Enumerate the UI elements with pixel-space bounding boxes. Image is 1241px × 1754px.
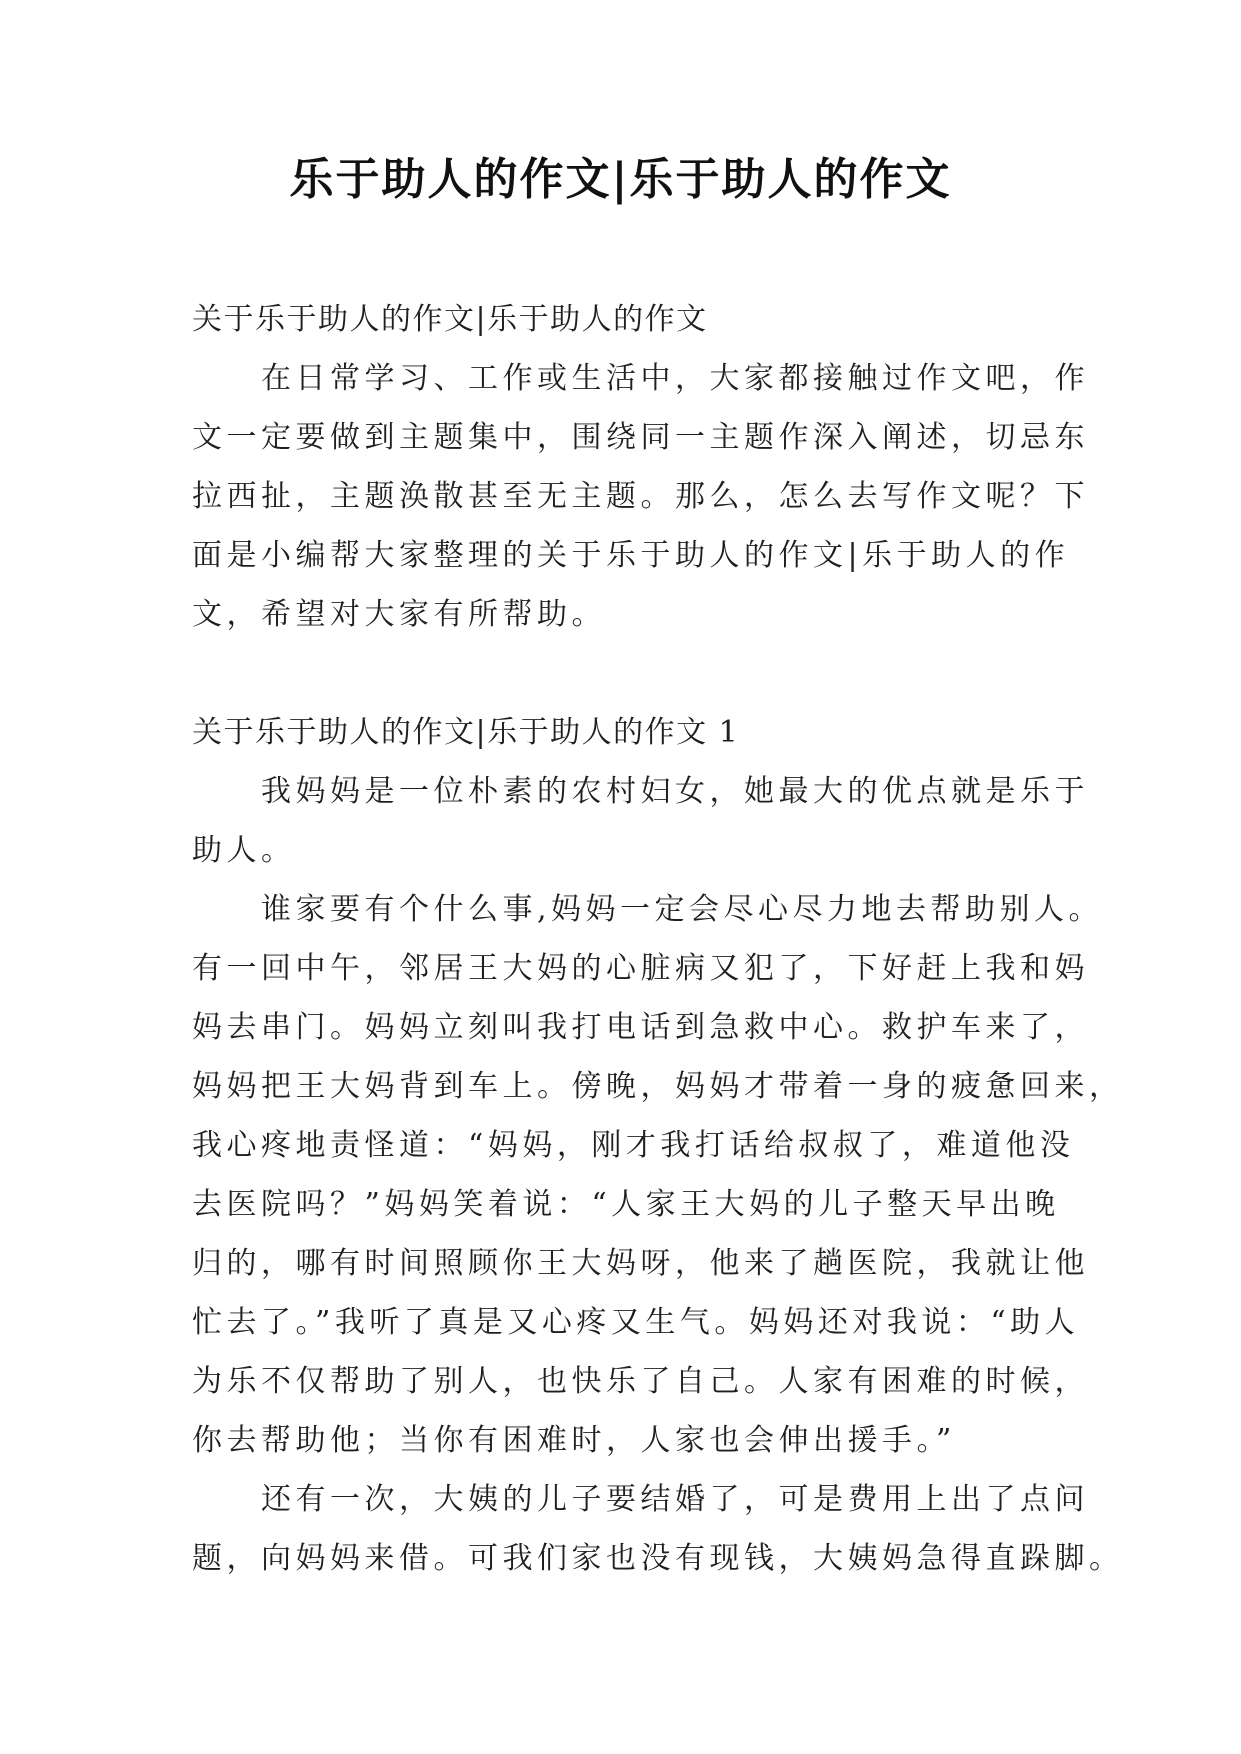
intro-line: 拉西扯，主题涣散甚至无主题。那么，怎么去写作文呢？下 (192, 479, 1089, 514)
body-line: 妈妈把王大妈背到车上。傍晚，妈妈才带着一身的疲惫回来， (192, 1069, 1124, 1104)
body-line: 去医院吗？”妈妈笑着说：“人家王大妈的儿子整天早出晚 (192, 1187, 1060, 1222)
intro-line: 面是小编帮大家整理的关于乐于助人的作文|乐于助人的作 (192, 538, 1070, 573)
body-line: 有一回中午，邻居王大妈的心脏病又犯了，下好赶上我和妈 (192, 951, 1089, 986)
document-body (192, 290, 1124, 1588)
intro-heading: 关于乐于助人的作文|乐于助人的作文 (192, 302, 708, 337)
document-title: 乐于助人的作文|乐于助人的作文 (289, 154, 952, 205)
body-line: 为乐不仅帮助了别人，也快乐了自己。人家有困难的时候， (192, 1364, 1089, 1399)
intro-line: 文，希望对大家有所帮助。 (192, 597, 606, 632)
body-line: 我心疼地责怪道：“妈妈，刚才我打话给叔叔了，难道他没 (192, 1128, 1075, 1163)
body-line: 你去帮助他；当你有困难时，人家也会伸出援手。” (192, 1423, 956, 1458)
body-line: 妈去串门。妈妈立刻叫我打电话到急救中心。救护车来了， (192, 1010, 1089, 1045)
section-heading: 关于乐于助人的作文|乐于助人的作文 1 (192, 715, 740, 750)
body-line: 忙去了。”我听了真是又心疼又生气。妈妈还对我说：“助人 (192, 1305, 1080, 1340)
paragraph-gap (192, 644, 1052, 703)
body-line: 题，向妈妈来借。可我们家也没有现钱，大姨妈急得直跺脚。 (192, 1541, 1124, 1576)
body-line: 助人。 (192, 833, 296, 868)
body-line: 归的，哪有时间照顾你王大妈呀，他来了趟医院，我就让他 (192, 1246, 1089, 1281)
body-line: 谁家要有个什么事,妈妈一定会尽心尽力地去帮助别人。 (192, 892, 1104, 927)
body-line: 还有一次，大姨的儿子要结婚了，可是费用上出了点问 (192, 1482, 1089, 1517)
intro-line: 在日常学习、工作或生活中，大家都接触过作文吧，作 (192, 361, 1089, 396)
body-line: 我妈妈是一位朴素的农村妇女，她最大的优点就是乐于 (192, 774, 1089, 809)
intro-line: 文一定要做到主题集中，围绕同一主题作深入阐述，切忌东 (192, 420, 1089, 455)
